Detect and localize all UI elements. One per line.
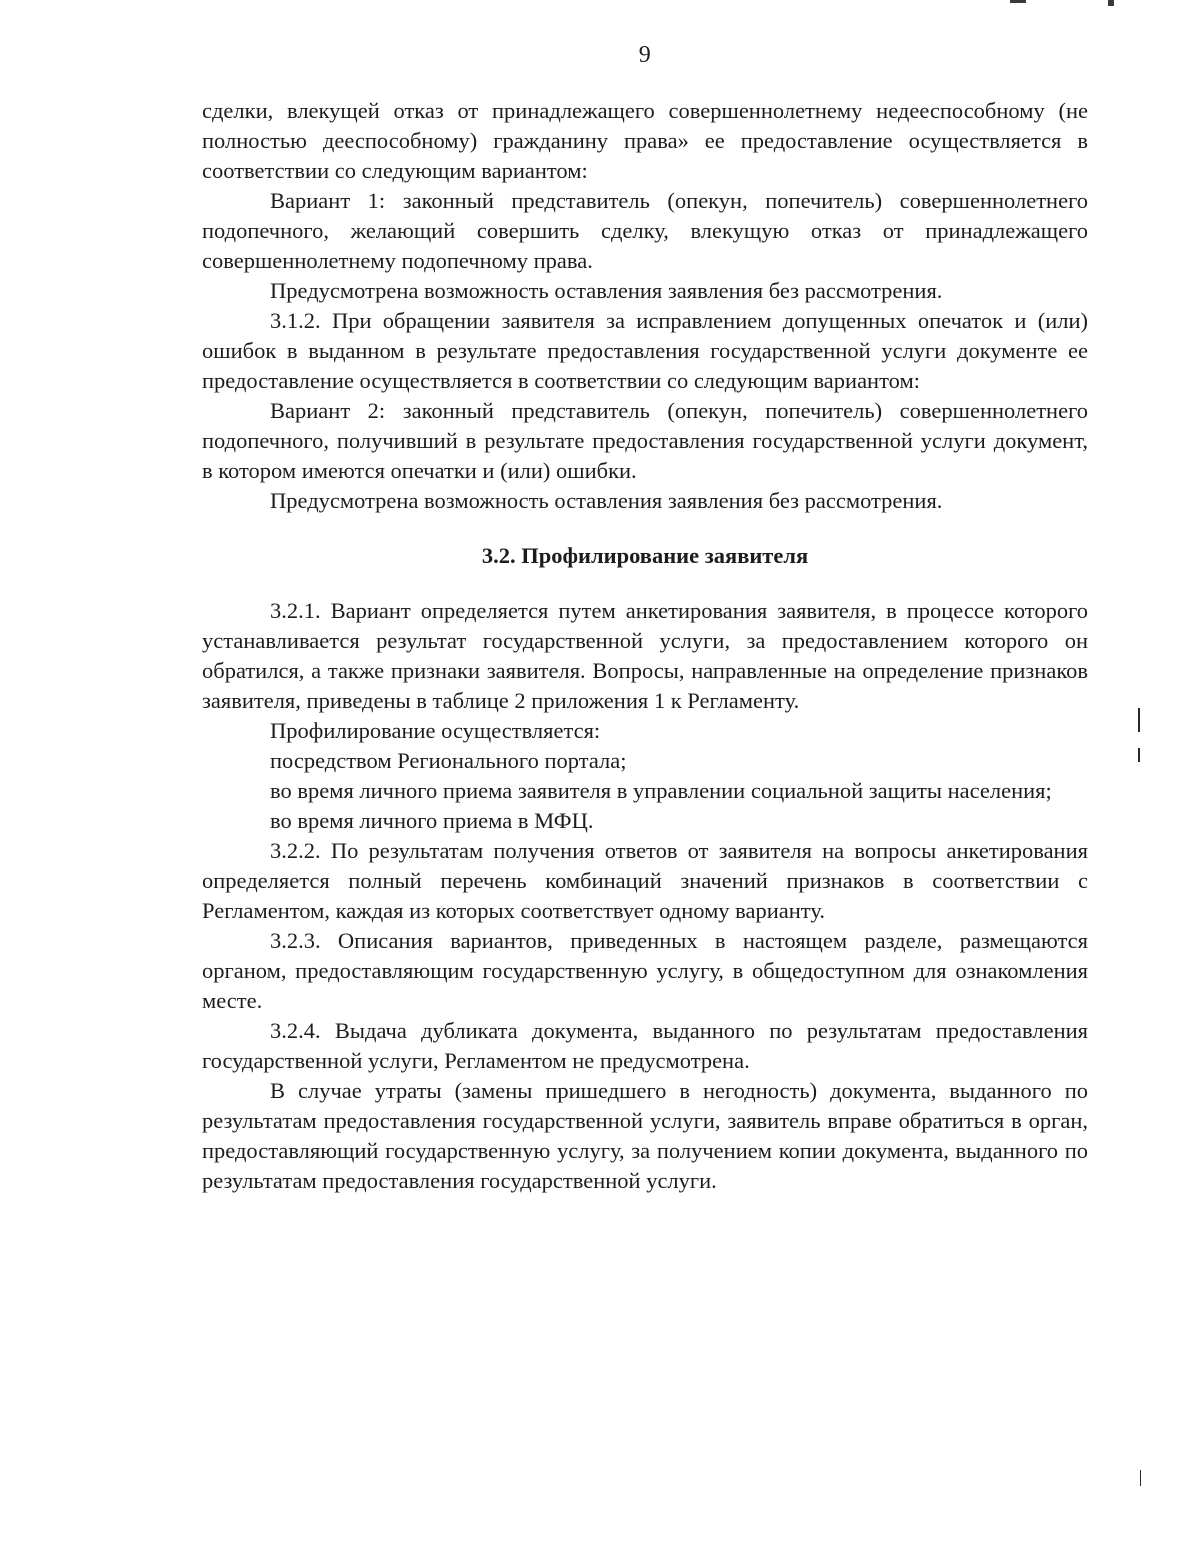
paragraph: 3.2.1. Вариант определяется путем анкетирования заявителя, в процессе которого устанавливается результат государственной услуги, за предоставлением которого он обратился, а также признаки заявителя. Вопросы, направленные на определение признаков заявителя, приведены в таблице 2 приложения 1 к Регламенту. [202,598,1088,713]
paragraph: посредством Регионального портала; [270,748,627,773]
scan-edge-mark [1108,0,1114,6]
paragraph: 3.2.4. Выдача дубликата документа, выданного по результатам предоставления государственной услуги, Регламентом не предусмотрена. [202,1018,1088,1073]
paragraph: Вариант 1: законный представитель (опекун, попечитель) совершеннолетнего подопечного, желающий совершить сделку, влекущую отказ от принадлежащего совершеннолетнему подопечному права. [202,188,1088,273]
paragraph: во время личного приема заявителя в управлении социальной защиты населения; [270,778,1052,803]
paragraph: Предусмотрена возможность оставления заявления без рассмотрения. [270,488,943,513]
paragraph: 3.1.2. При обращении заявителя за исправлением допущенных опечаток и (или) ошибок в выданном в результате предоставления государственной услуги документе ее предоставление осуществляется в соответствии со следующим вариантом: [202,308,1088,393]
paragraph: В случае утраты (замены пришедшего в негодность) документа, выданного по результатам предоставления государственной услуги, заявитель вправе обратиться в орган, предоставляющий государственную услугу, за получением копии документа, выданного по результатам предоставления государственной услуги. [202,1078,1088,1193]
paragraph: Вариант 2: законный представитель (опекун, попечитель) совершеннолетнего подопечного, получивший в результате предоставления государственной услуги документ, в котором имеются опечатки и (или) ошибки. [202,398,1088,483]
scan-edge-mark [1010,0,1026,3]
margin-change-bar [1140,1470,1141,1486]
margin-change-bar [1138,708,1140,732]
paragraph: Предусмотрена возможность оставления заявления без рассмотрения. [270,278,943,303]
paragraph: во время личного приема в МФЦ. [270,808,594,833]
margin-change-bar [1138,748,1140,762]
paragraph: 3.2.3. Описания вариантов, приведенных в настоящем разделе, размещаются органом, предоставляющим государственную услугу, в общедоступном для ознакомления месте. [202,928,1088,1013]
document-body [202,96,1088,1196]
paragraph: 3.2.2. По результатам получения ответов от заявителя на вопросы анкетирования определяется полный перечень комбинаций значений признаков в соответствии с Регламентом, каждая из которых соответствует одному варианту. [202,838,1088,923]
page-number: 9 [638,42,652,68]
paragraph: Профилирование осуществляется: [270,718,601,743]
section-heading: 3.2. Профилирование заявителя [481,543,809,568]
paragraph: сделки, влекущей отказ от принадлежащего совершеннолетнему недееспособному (не полностью дееспособному) гражданину права» ее предоставление осуществляется в соответствии со следующим вариантом: [202,98,1088,183]
